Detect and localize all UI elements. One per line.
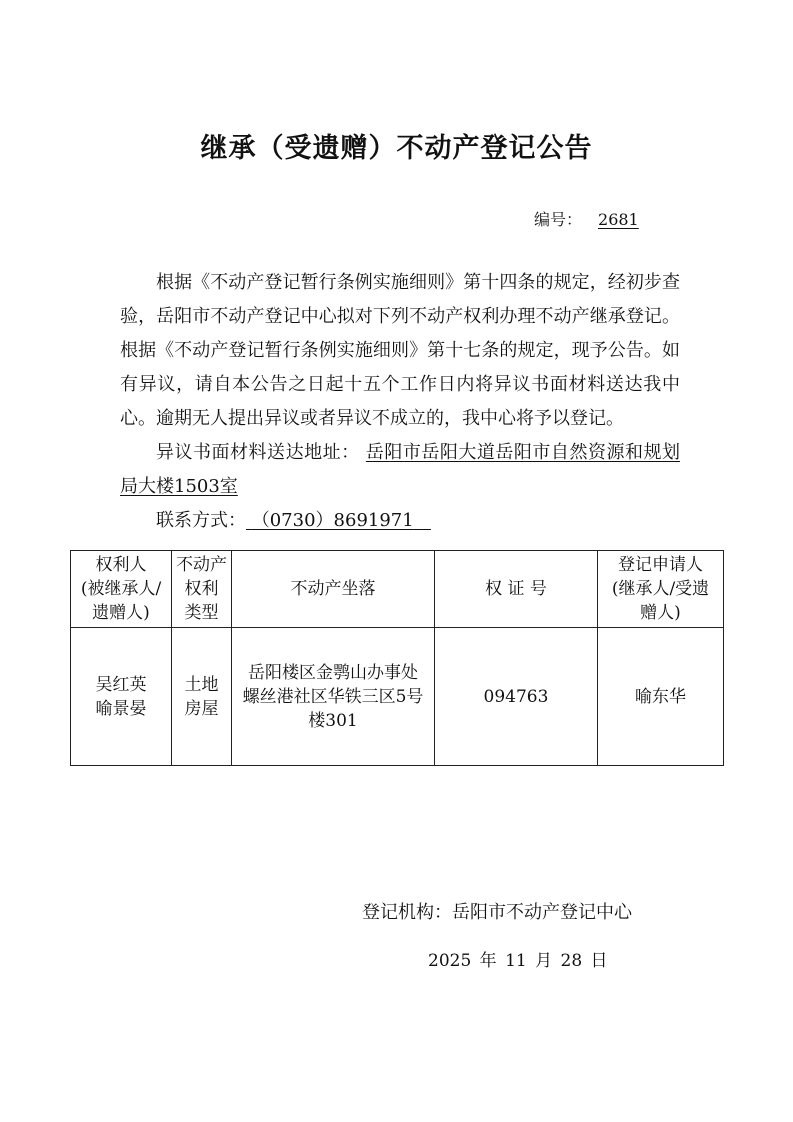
notice-number-value: 2681 <box>598 210 639 229</box>
contact-value <box>246 510 431 531</box>
cell-location: 岳阳楼区金鹗山办事处螺丝港社区华铁三区5号楼301 <box>232 628 435 766</box>
cell-holders: 吴红英 喻景晏 <box>71 628 172 766</box>
objection-address-value: 岳阳市岳阳大道岳阳市自然资源和规划局大楼1503室 <box>120 442 680 497</box>
header-certificate: 权 证 号 <box>435 551 598 628</box>
table-header-row <box>71 551 724 628</box>
header-location: 不动产坐落 <box>232 551 435 628</box>
notice-number-label: 编号： <box>534 210 583 229</box>
objection-address <box>120 436 680 504</box>
rights-table <box>70 550 724 766</box>
header-holder: 权利人 (被继承人/ 遗赠人) <box>71 551 172 628</box>
contact-label: 联系方式： <box>156 510 246 531</box>
objection-address-label: 异议书面材料送达地址： <box>156 442 360 463</box>
page-title: 继承（受遗赠）不动产登记公告 <box>200 133 593 164</box>
cell-certificate: 094763 <box>435 628 598 766</box>
cell-right-type: 土地 房屋 <box>172 628 232 766</box>
notice-paragraph: 根据《不动产登记暂行条例实施细则》第十四条的规定，经初步查验，岳阳市不动产登记中心拟对下列不动产权利办理不动产继承登记。根据《不动产登记暂行条例实施细则》第十七条的规定，现予公告。如有异议，请自本公告之日起十五个工作日内将异议书面材料送达我中心。逾期无人提出异议或者异议不成立的，我中心将予以登记。 <box>120 272 680 429</box>
notice-date: 2025 年 11 月 28 日 <box>428 951 608 971</box>
contact-info <box>120 504 680 538</box>
authority-name: 岳阳市不动产登记中心 <box>452 902 632 923</box>
cell-applicant: 喻东华 <box>598 628 724 766</box>
header-applicant: 登记申请人 (继承人/受遗 赠人) <box>598 551 724 628</box>
notice-body <box>120 266 680 538</box>
notice-number <box>534 207 639 230</box>
contact-phone: （0730）8691971 <box>251 510 414 531</box>
registration-authority <box>362 898 632 924</box>
authority-label: 登记机构： <box>362 902 452 923</box>
table-row <box>71 628 724 766</box>
header-right-type: 不动产 权利 类型 <box>172 551 232 628</box>
